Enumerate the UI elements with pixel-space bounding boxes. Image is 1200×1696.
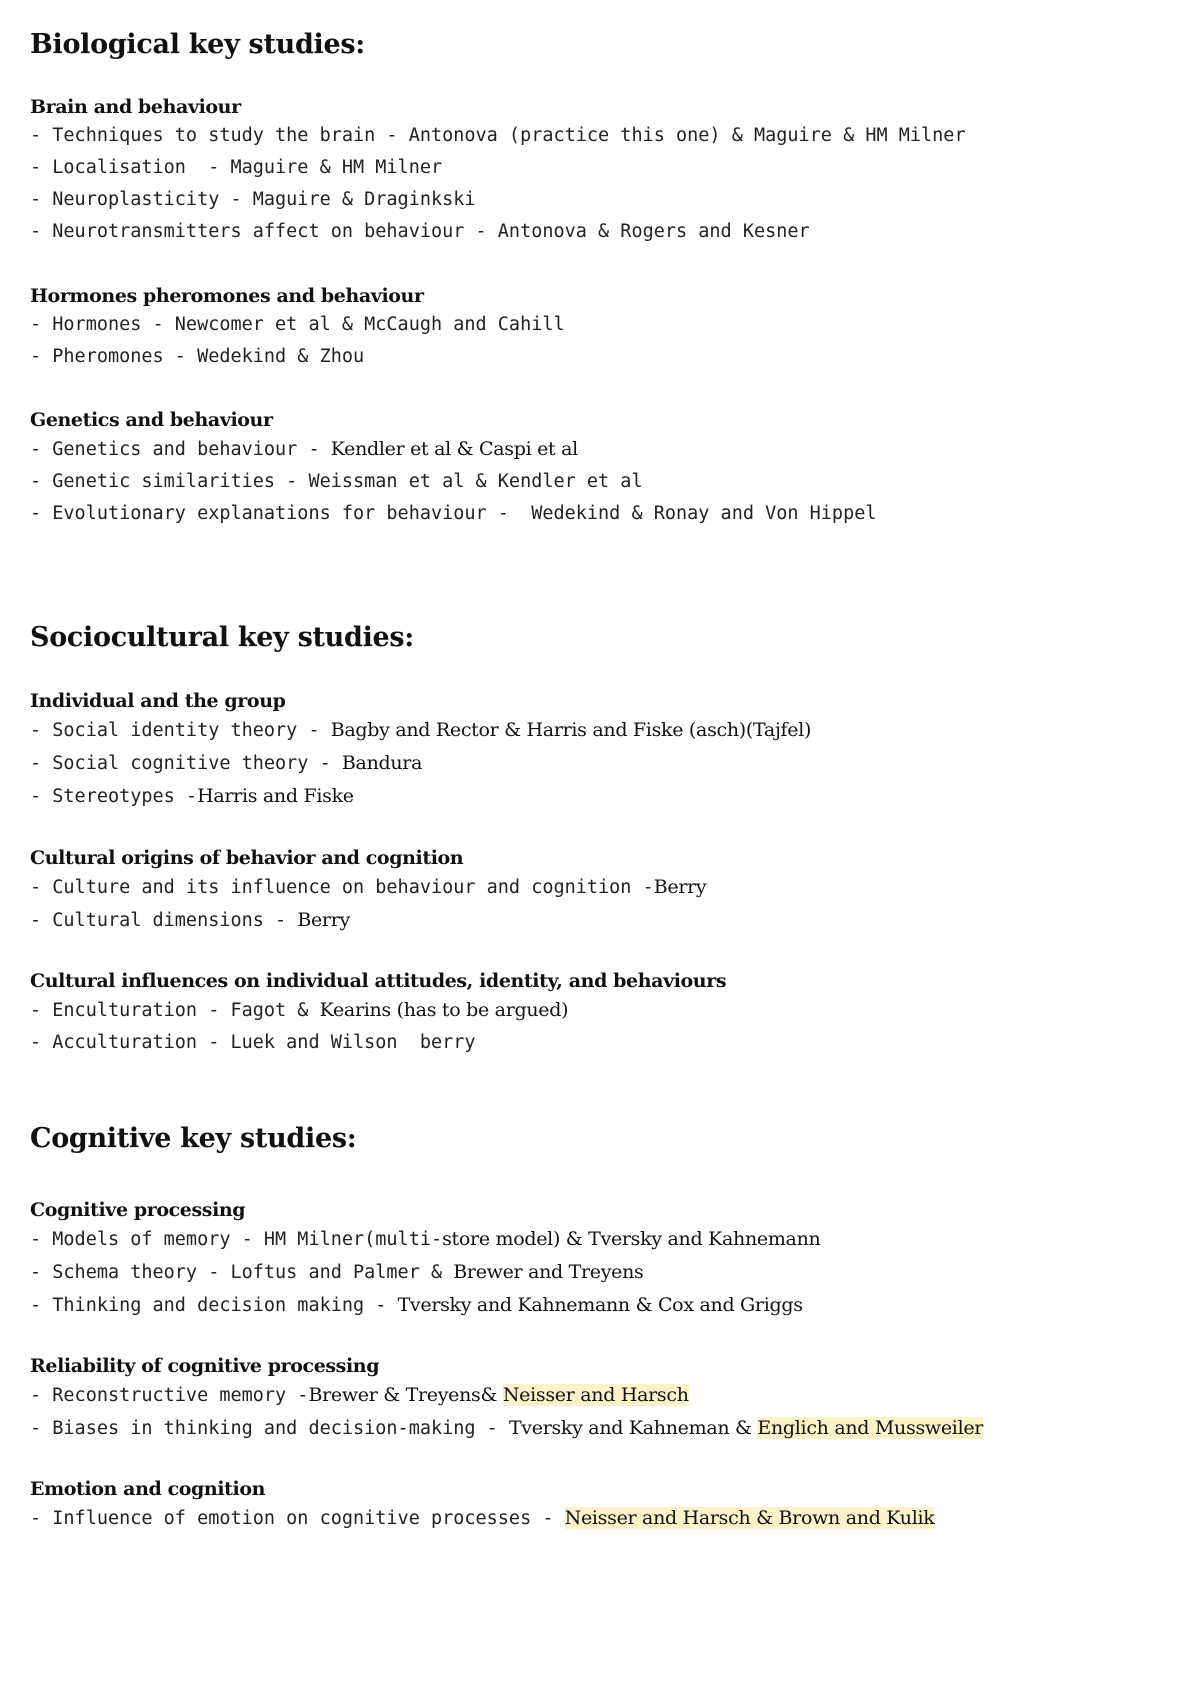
list-item: - Models of memory - HM Milner(multi-store model) & Tversky and Kahnemann bbox=[30, 1228, 821, 1250]
topic-heading: Cognitive processing bbox=[30, 1199, 246, 1221]
topic-heading: Reliability of cognitive processing bbox=[30, 1355, 380, 1377]
list-item: - Neuroplasticity - Maguire & Draginkski bbox=[30, 189, 476, 210]
topic-individual-group bbox=[30, 688, 811, 813]
list-item: - Cultural dimensions - Berry bbox=[30, 909, 350, 931]
topic-heading: Individual and the group bbox=[30, 690, 286, 712]
section-biological bbox=[30, 28, 365, 62]
topic-emotion-cognition bbox=[30, 1476, 934, 1535]
topic-cultural-influences bbox=[30, 968, 726, 1059]
list-item: - Influence of emotion on cognitive processes - Neisser and Harsch & Brown and Kulik bbox=[30, 1507, 935, 1529]
topic-heading: Hormones pheromones and behaviour bbox=[30, 285, 424, 307]
topic-cognitive-processing bbox=[30, 1197, 820, 1322]
topic-cultural-origins bbox=[30, 845, 706, 937]
list-item: - Biases in thinking and decision-making - Tversky and Kahneman & Englich and Mussweiler bbox=[30, 1417, 984, 1439]
list-item: - Social cognitive theory - Bandura bbox=[30, 752, 423, 774]
list-item: - Stereotypes -Harris and Fiske bbox=[30, 785, 354, 807]
topic-heading: Cultural influences on individual attitudes, identity, and behaviours bbox=[30, 970, 727, 992]
section-cognitive bbox=[30, 1122, 356, 1156]
section-title: Cognitive key studies: bbox=[30, 1123, 357, 1154]
list-item: - Thinking and decision making - Tversky and Kahnemann & Cox and Griggs bbox=[30, 1294, 803, 1316]
topic-genetics-behaviour bbox=[30, 407, 876, 530]
highlighted-text: Neisser and Harsch & Brown and Kulik bbox=[564, 1507, 935, 1529]
list-item: - Pheromones - Wedekind & Zhou bbox=[30, 346, 365, 367]
section-title: Biological key studies: bbox=[30, 29, 365, 60]
topic-hormones-pheromones bbox=[30, 283, 565, 373]
topic-heading: Brain and behaviour bbox=[30, 96, 241, 118]
list-item: - Hormones - Newcomer et al & McCaugh and Cahill bbox=[30, 314, 565, 335]
topic-heading: Genetics and behaviour bbox=[30, 409, 273, 431]
list-item: - Enculturation - Fagot & Kearins (has to be argued) bbox=[30, 999, 569, 1021]
section-title: Sociocultural key studies: bbox=[30, 622, 414, 653]
topic-heading: Cultural origins of behavior and cognition bbox=[30, 847, 464, 869]
list-item: - Schema theory - Loftus and Palmer & Brewer and Treyens bbox=[30, 1261, 644, 1283]
list-item: - Neurotransmitters affect on behaviour - Antonova & Rogers and Kesner bbox=[30, 221, 810, 242]
list-item: - Acculturation - Luek and Wilson berry bbox=[30, 1032, 476, 1053]
highlighted-text: Englich and Mussweiler bbox=[757, 1417, 984, 1439]
list-item: - Culture and its influence on behaviour and cognition -Berry bbox=[30, 876, 707, 898]
list-item: - Evolutionary explanations for behaviour - Wedekind & Ronay and Von Hippel bbox=[30, 503, 877, 524]
highlighted-text: Neisser and Harsch bbox=[502, 1384, 689, 1406]
list-item: - Reconstructive memory -Brewer & Treyens& Neisser and Harsch bbox=[30, 1384, 689, 1406]
topic-reliability-cognitive bbox=[30, 1353, 983, 1445]
list-item: - Localisation - Maguire & HM Milner bbox=[30, 157, 443, 178]
list-item: - Techniques to study the brain - Antonova (practice this one) & Maguire & HM Milner bbox=[30, 125, 966, 146]
topic-brain-behaviour bbox=[30, 94, 966, 248]
list-item: - Genetic similarities - Weissman et al & Kendler et al bbox=[30, 471, 643, 492]
topic-heading: Emotion and cognition bbox=[30, 1478, 266, 1500]
list-item: - Social identity theory - Bagby and Rector & Harris and Fiske (asch)(Tajfel) bbox=[30, 719, 812, 741]
list-item: - Genetics and behaviour - Kendler et al & Caspi et al bbox=[30, 438, 578, 460]
section-sociocultural bbox=[30, 621, 414, 655]
